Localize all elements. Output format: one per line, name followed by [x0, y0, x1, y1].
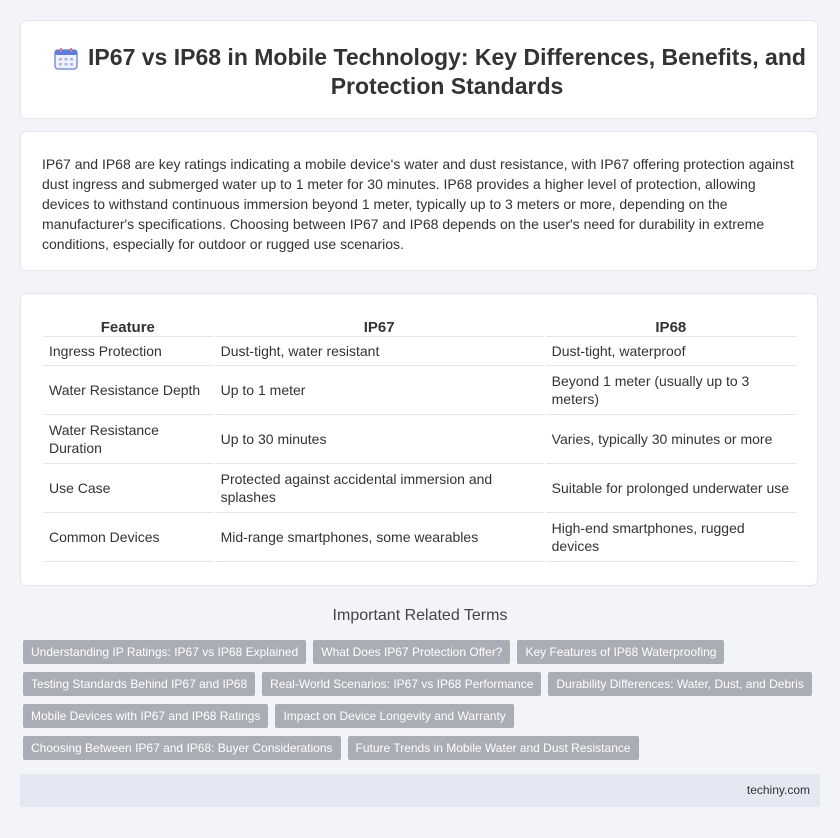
- table-cell: Dust-tight, water resistant: [215, 337, 544, 366]
- related-terms-title: Important Related Terms: [332, 607, 508, 624]
- table-cell: Ingress Protection: [43, 337, 213, 366]
- table-cell: Water Resistance Duration: [43, 415, 213, 464]
- intro-card: [20, 131, 818, 271]
- related-term-tag[interactable]: Understanding IP Ratings: IP67 vs IP68 Explained: [23, 640, 306, 664]
- related-term-tag[interactable]: Testing Standards Behind IP67 and IP68: [23, 672, 255, 696]
- related-term-tag[interactable]: Key Features of IP68 Waterproofing: [517, 640, 724, 664]
- column-header: Feature: [43, 316, 213, 337]
- table-header-row: [43, 316, 796, 337]
- related-term-tag[interactable]: Impact on Device Longevity and Warranty: [275, 704, 513, 728]
- comparison-card: [20, 293, 818, 586]
- related-terms-list: [23, 640, 823, 768]
- table-cell: Protected against accidental immersion and splashes: [215, 464, 544, 513]
- page-title: IP67 vs IP68 in Mobile Technology: Key Differences, Benefits, and Protection Standards: [88, 44, 806, 99]
- table-row: [43, 464, 796, 513]
- column-header: IP68: [546, 316, 796, 337]
- related-term-tag[interactable]: Real-World Scenarios: IP67 vs IP68 Performance: [262, 672, 541, 696]
- related-term-tag[interactable]: Durability Differences: Water, Dust, and Debris: [548, 672, 811, 696]
- table-row: [43, 366, 796, 415]
- table-row: [43, 513, 796, 562]
- header-card: [20, 20, 818, 119]
- table-cell: Up to 30 minutes: [215, 415, 544, 464]
- table-cell: Suitable for prolonged underwater use: [546, 464, 796, 513]
- table-row: [43, 337, 796, 366]
- related-term-tag[interactable]: Future Trends in Mobile Water and Dust Resistance: [348, 736, 639, 760]
- related-term-tag[interactable]: What Does IP67 Protection Offer?: [313, 640, 510, 664]
- table-cell: Common Devices: [43, 513, 213, 562]
- footer: [20, 774, 820, 807]
- table-cell: Mid-range smartphones, some wearables: [215, 513, 544, 562]
- table-cell: Beyond 1 meter (usually up to 3 meters): [546, 366, 796, 415]
- table-cell: Use Case: [43, 464, 213, 513]
- table-cell: High-end smartphones, rugged devices: [546, 513, 796, 562]
- column-header: IP67: [215, 316, 544, 337]
- comparison-table: [41, 316, 798, 562]
- table-cell: Dust-tight, waterproof: [546, 337, 796, 366]
- intro-paragraph: IP67 and IP68 are key ratings indicating a mobile device's water and dust resistance, with IP67 offering protection against dust ingress and submerged water up to 1 meter for 30 minutes. IP68 provides a higher level of protection, allowing devices to withstand continuous immersion beyond 1 meter, typically up to 3 meters or more, depending on the manufacturer's specifications. Choosing between IP67 and IP68 depends on the user's need for durability in extreme conditions, especially for outdoor or rugged use scenarios.: [42, 156, 794, 252]
- table-row: [43, 415, 796, 464]
- related-term-tag[interactable]: Choosing Between IP67 and IP68: Buyer Considerations: [23, 736, 341, 760]
- table-cell: Up to 1 meter: [215, 366, 544, 415]
- related-term-tag[interactable]: Mobile Devices with IP67 and IP68 Ratings: [23, 704, 268, 728]
- table-cell: Varies, typically 30 minutes or more: [546, 415, 796, 464]
- table-cell: Water Resistance Depth: [43, 366, 213, 415]
- site-name[interactable]: techiny.com: [746, 783, 810, 797]
